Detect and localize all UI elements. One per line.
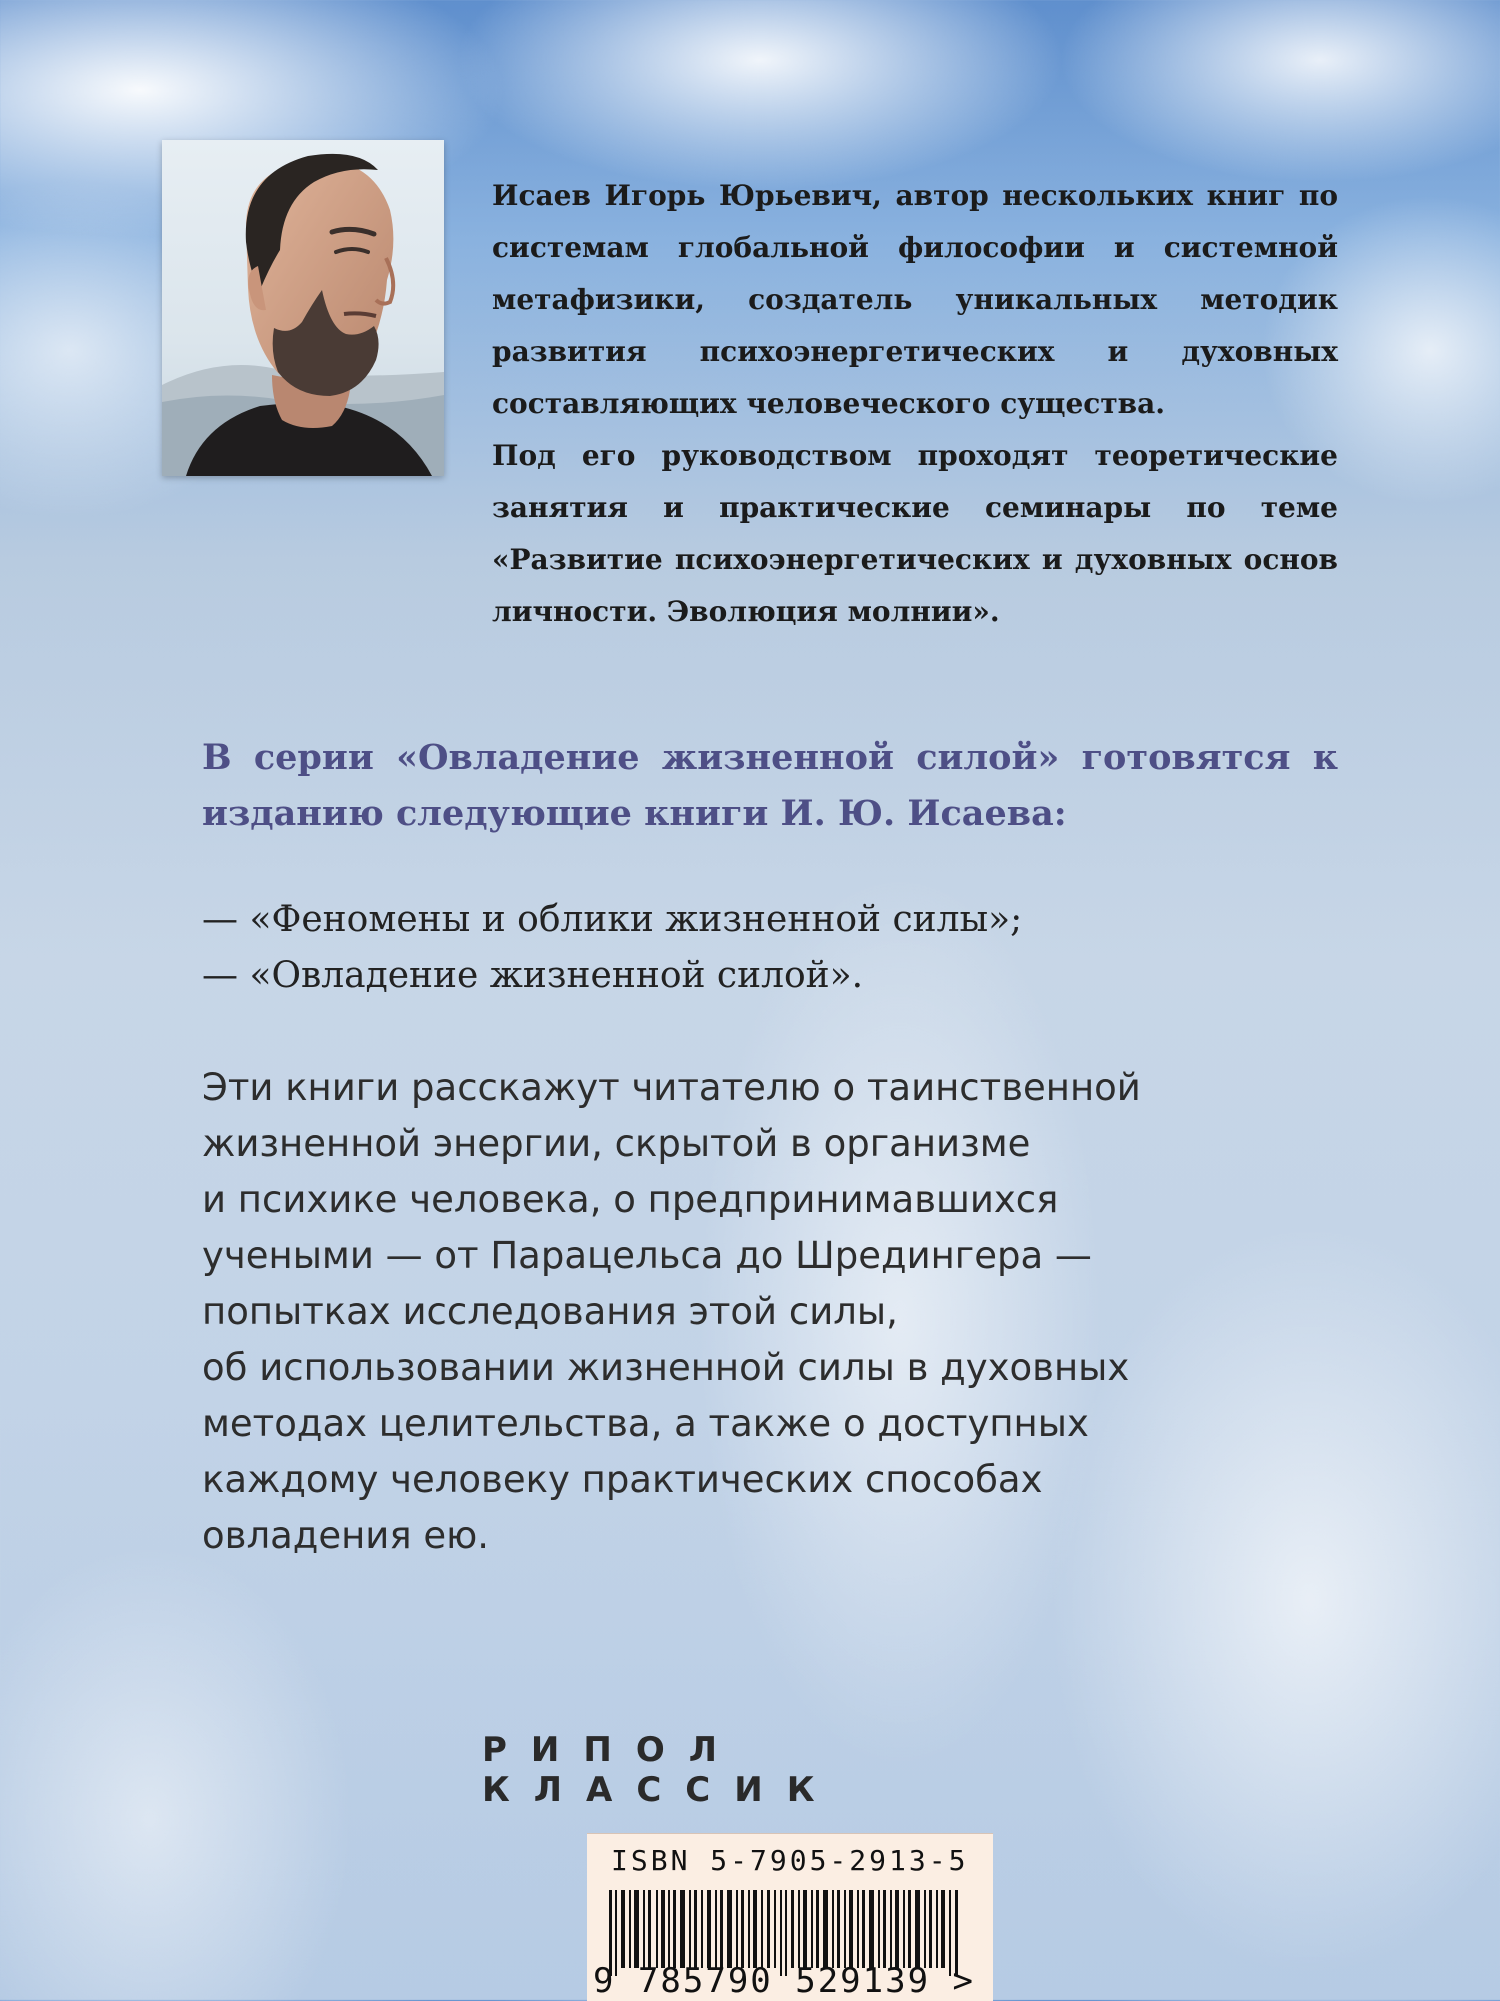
books-description bbox=[202, 1060, 1338, 1564]
description-line: овладения ею. bbox=[202, 1514, 490, 1557]
series-intro: В серии «Овладение жизненной силой» готовятся к изданию следующие книги И. Ю. Исаева: bbox=[202, 737, 1338, 834]
book-list-item: — «Феномены и облики жизненной силы»; bbox=[202, 899, 1023, 940]
description-line: попытках исследования этой силы, bbox=[202, 1290, 898, 1333]
author-bio bbox=[492, 170, 1338, 638]
isbn-barcode bbox=[587, 1833, 993, 2001]
description-line: методах целительства, а также о доступных bbox=[202, 1402, 1089, 1445]
barcode-digits: 9 785790 529139 > bbox=[593, 1961, 975, 2001]
forthcoming-books-list bbox=[202, 892, 1338, 1004]
description-line: Эти книги расскажут читателю о таинственной bbox=[202, 1066, 1141, 1109]
description-line: каждому человеку практических способах bbox=[202, 1458, 1043, 1501]
description-line: и психике человека, о предпринимавшихся bbox=[202, 1178, 1059, 1221]
publisher-name: РИПОЛ КЛАССИК bbox=[482, 1730, 839, 1810]
isbn-number: ISBN 5-7905-2913-5 bbox=[611, 1844, 969, 1877]
author-bio-paragraph-2: Под его руководством проходят теоретические занятия и практические семинары по теме «Развитие психоэнергетических и духовных основ личности. Эволюция молнии». bbox=[492, 439, 1338, 628]
author-bio-paragraph-1: Исаев Игорь Юрьевич, автор нескольких книг по системам глобальной философии и системной метафизики, создатель уникальных методик развития психоэнергетических и духовных составляющих человеческого существа. bbox=[492, 179, 1338, 420]
description-line: учеными — от Парацельса до Шредингера — bbox=[202, 1234, 1092, 1277]
book-list-item: — «Овладение жизненной силой». bbox=[202, 955, 864, 996]
description-line: жизненной энергии, скрытой в организме bbox=[202, 1122, 1031, 1165]
author-portrait-image bbox=[162, 140, 444, 476]
author-photo bbox=[162, 140, 444, 476]
description-line: об использовании жизненной силы в духовных bbox=[202, 1346, 1130, 1389]
